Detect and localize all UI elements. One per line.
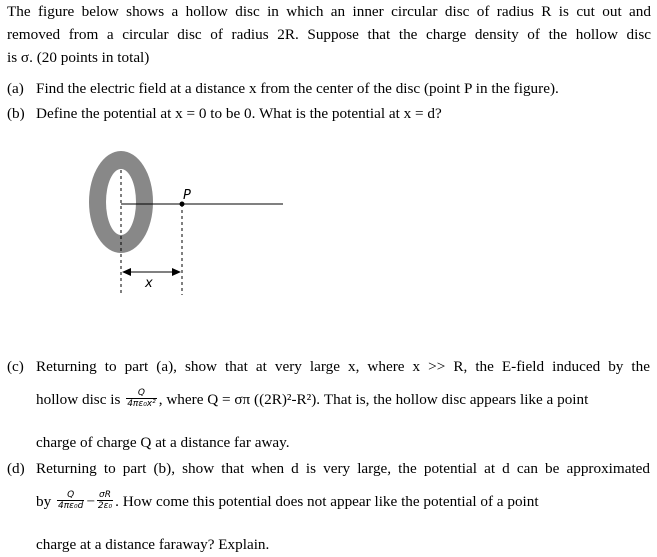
part-d-post: . How come this potential does not appear like the potential of a point (115, 493, 539, 510)
point-p-label: P (183, 188, 191, 203)
potential-fraction-2-numerator: σR (97, 490, 113, 501)
field-fraction-numerator: Q (126, 388, 157, 399)
part-b-text: Define the potential at x = 0 to be 0. What is the potential at x = d? (36, 105, 442, 122)
part-d-pre: by (36, 493, 52, 510)
intro-line-3: is σ. (20 points in total) (7, 49, 150, 66)
potential-fraction-1-numerator: Q (57, 490, 84, 501)
part-d-label: (d) (7, 460, 25, 477)
minus-sign: − (86, 493, 95, 510)
part-d-line-1: Returning to part (b), show that when d is very large, the potential at d can be approximated (36, 460, 650, 477)
part-c-line-1: Returning to part (a), show that at very large x, where x >> R, the E-field induced by the (36, 358, 650, 375)
part-c-pre: hollow disc is (36, 391, 121, 408)
part-c-line-2 (36, 390, 651, 411)
part-b-label: (b) (7, 105, 25, 122)
potential-fraction-2 (97, 490, 113, 511)
arrow-head-left (122, 268, 131, 276)
part-c-label: (c) (7, 358, 24, 375)
arrow-head-right (172, 268, 181, 276)
part-c-line-3: charge of charge Q at a distance far away. (36, 434, 290, 451)
part-a-label: (a) (7, 80, 24, 97)
distance-x-label: x (145, 276, 153, 291)
field-fraction-denominator: 4πε₀x² (127, 399, 156, 410)
part-a-text: Find the electric field at a distance x from the center of the disc (point P in the figure). (36, 80, 559, 97)
part-d-line-2 (36, 492, 651, 513)
potential-fraction-1-denominator: 4πε₀d (57, 501, 84, 512)
intro-line-1: The figure below shows a hollow disc in which an inner circular disc of radius R is cut out and (7, 3, 651, 20)
part-c-post: , where Q = σπ ((2R)²-R²). That is, the hollow disc appears like a point (158, 391, 589, 408)
potential-fraction-1 (57, 490, 84, 511)
part-d-line-3: charge at a distance faraway? Explain. (36, 536, 270, 553)
intro-line-2: removed from a circular disc of radius 2R. Suppose that the charge density of the hollow disc (7, 26, 651, 43)
field-fraction (126, 388, 157, 409)
potential-fraction-2-denominator: 2ε₀ (97, 501, 113, 512)
